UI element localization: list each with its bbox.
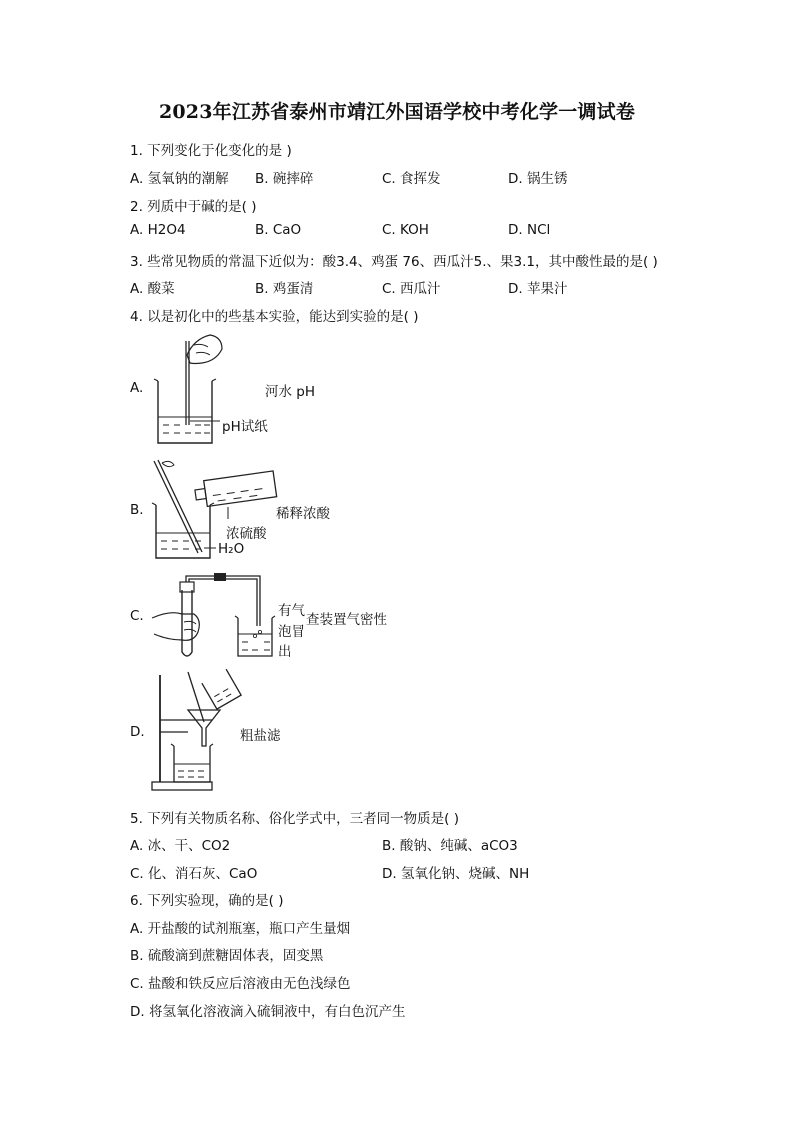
question-1-stem: 1. 下列变化于化变化的是 ) [130, 143, 292, 159]
filtration-illustration [150, 670, 245, 795]
question-1-option-c: C. 食挥发 [382, 171, 441, 187]
question-4-c-label-check: 查装置气密性 [306, 612, 387, 628]
question-2-option-a: A. H2O4 [130, 222, 186, 238]
question-4-c-label-out: 出 [278, 644, 292, 660]
question-4-stem: 4. 以是初化中的些基本实验，能达到实验的是( ) [130, 309, 419, 325]
question-3-option-c: C. 西瓜汁 [382, 281, 441, 297]
question-3-option-a: A. 酸菜 [130, 281, 175, 297]
ph-test-illustration [150, 333, 230, 451]
question-6-option-a: A. 开盐酸的试剂瓶塞，瓶口产生量烟 [130, 921, 351, 937]
question-4-d-label-filter: 粗盐滤 [240, 728, 281, 744]
question-1-option-b: B. 碗摔碎 [255, 171, 314, 187]
question-4-a-label-paper: pH试纸 [222, 419, 268, 435]
question-5-option-c: C. 化、消石灰、CaO [130, 866, 258, 882]
question-2-stem: 2. 列质中于碱的是( ) [130, 199, 257, 215]
question-4-c-label-bubble: 泡冒 [278, 624, 305, 640]
question-5-option-a: A. 冰、干、CO2 [130, 838, 231, 854]
question-5-stem: 5. 下列有关物质名称、俗化学式中，三者同一物质是( ) [130, 811, 459, 827]
question-4-option-d-letter: D. [130, 724, 145, 740]
question-1-option-d: D. 锅生锈 [508, 171, 568, 187]
question-4-option-a-letter: A. [130, 380, 144, 396]
question-4-option-b-letter: B. [130, 502, 144, 518]
question-4-b-label-acid: 浓硫酸 [226, 526, 267, 542]
question-6-option-d: D. 将氢氧化溶液滴入硫铜液中，有白色沉产生 [130, 1004, 406, 1020]
question-4-b-label-dilute: 稀释浓酸 [276, 506, 330, 522]
question-2-option-b: B. CaO [255, 222, 302, 238]
question-4-a-label-ph: 河水 pH [265, 384, 316, 400]
question-5-option-d: D. 氢氧化钠、烧碱、NH [382, 866, 530, 882]
question-6-option-b: B. 硫酸滴到蔗糖固体表，固变黑 [130, 948, 324, 964]
question-1-option-a: A. 氢氧钠的潮解 [130, 171, 229, 187]
question-3-option-d: D. 苹果汁 [508, 281, 568, 297]
question-3-option-b: B. 鸡蛋清 [255, 281, 314, 297]
question-6-option-c: C. 盐酸和铁反应后溶液由无色浅绿色 [130, 976, 351, 992]
question-4-c-label-gas: 有气 [278, 603, 305, 619]
question-4-b-label-water: H₂O [218, 541, 245, 557]
page-title: 2023年江苏省泰州市靖江外国语学校中考化学一调试卷 [158, 101, 636, 123]
airtightness-illustration [150, 570, 285, 662]
question-3-stem: 3. 些常见物质的常温下近似为：酸3.4、鸡蛋 76、西瓜汁5.、果3.1，其中酸性最的是( ) [130, 254, 658, 270]
question-2-option-c: C. KOH [382, 222, 429, 238]
question-5-option-b: B. 酸钠、纯碱、aCO3 [382, 838, 518, 854]
question-4-option-c-letter: C. [130, 608, 144, 624]
question-2-option-d: D. NCl [508, 222, 551, 238]
question-6-stem: 6. 下列实验现，确的是( ) [130, 893, 284, 909]
